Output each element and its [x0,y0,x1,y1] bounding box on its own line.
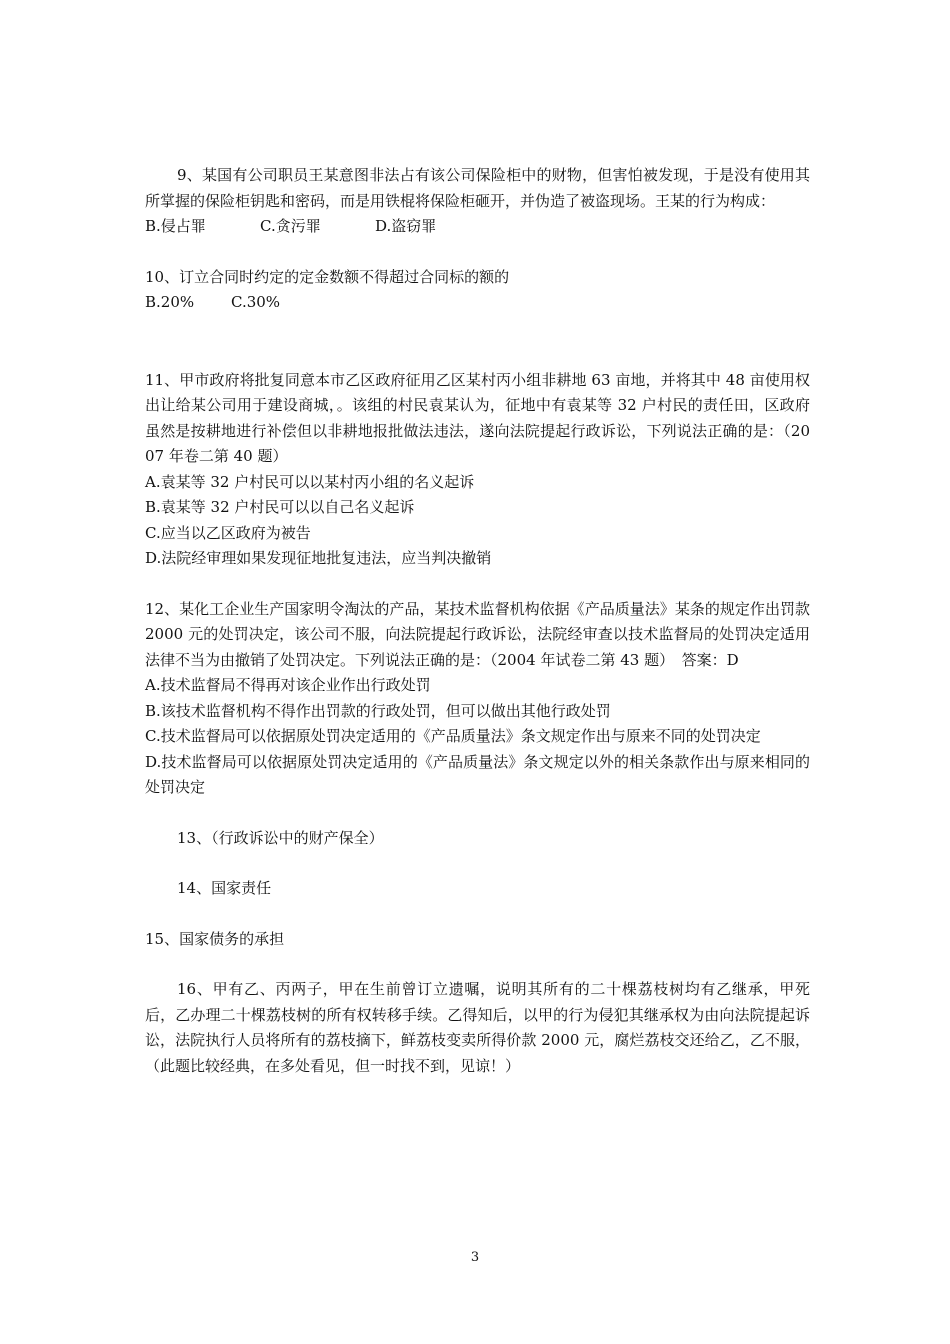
question-10-option-b: B.20% [145,293,195,311]
spacer [145,952,810,977]
question-13-text: 13、（行政诉讼中的财产保全） [177,828,384,847]
question-11-text: 11、甲市政府将批复同意本市乙区政府征用乙区某村丙小组非耕地 63 亩地，并将其中 48 亩使用权出让给某公司用于建设商城，。该组的村民袁某认为，征地中有袁某等 32 户村民的责任田，区政府虽然是按耕地进行补偿但以非耕地报批做法违法，遂向法院提起行政诉讼，下列说法正确的是：（2007 年卷二第 40 题） [145,370,810,465]
question-10-text: 10、订立合同时约定的定金数额不得超过合同标的额的 [145,267,510,286]
question-11-option-c: C.应当以乙区政府为被告 [145,523,311,542]
question-14-text: 14、国家责任 [177,879,272,897]
question-12-option-b: B.该技术监督机构不得作出罚款的行政处罚，但可以做出其他行政处罚 [145,701,611,720]
spacer [145,572,810,597]
spacer [145,851,810,876]
question-15-text: 15、国家债务的承担 [145,929,285,948]
spacer [145,902,810,927]
question-10-option-c: C.30% [231,293,281,311]
question-16-text: 16、甲有乙、丙两子，甲在生前曾订立遗嘱，说明其所有的二十棵荔枝树均有乙继承，甲死后，乙办理二十棵荔枝树的所有权转移手续。乙得知后，以甲的行为侵犯其继承权为由向法院提起诉讼，法院执行人员将所有的荔枝摘下，鲜荔枝变卖所得价款 2000 元，腐烂荔枝交还给乙，乙不服，（此题比较经典，在多处看见，但一时找不到，见谅！） [145,980,810,1075]
question-10-options [145,290,810,316]
page-content [145,163,810,1079]
question-9-option-d: D.盗窃罪 [375,217,437,235]
question-12-option-d: D.技术监督局可以依据原处罚决定适用的《产品质量法》条文规定以外的相关条款作出与原来相同的处罚决定 [145,752,810,796]
question-9-option-b: B.侵占罪 [145,217,206,235]
question-11-option-a: A.袁某等 32 户村民可以以某村丙小组的名义起诉 [145,472,475,491]
question-12-text: 12、某化工企业生产国家明令淘汰的产品，某技术监督机构依据《产品质量法》某条的规定作出罚款 2000 元的处罚决定，该公司不服，向法院提起行政诉讼，法院经审查以技术监督局的处罚决定适用法律不当为由撤销了处罚决定。下列说法正确的是：（2004 年试卷二第 43 题） 答案：D [145,599,810,669]
question-11-option-b: B.袁某等 32 户村民可以以自己名义起诉 [145,498,415,516]
question-12-option-c: C.技术监督局可以依据原处罚决定适用的《产品质量法》条文规定作出与原来不同的处罚决定 [145,727,761,745]
question-9-option-c: C.贪污罪 [260,217,321,235]
question-9-text: 9、某国有公司职员王某意图非法占有该公司保险柜中的财物，但害怕被发现，于是没有使用其所掌握的保险柜钥匙和密码，而是用铁棍将保险柜砸开，并伪造了被盗现场。王某的行为构成： [145,166,810,210]
question-12-option-a: A.技术监督局不得再对该企业作出行政处罚 [145,676,431,694]
question-9-options [145,214,810,240]
page-number: 3 [470,1250,480,1265]
question-11-option-d: D.法院经审理如果发现征地批复违法，应当判决撤销 [145,549,492,567]
spacer [145,801,810,826]
spacer [145,240,810,265]
spacer [145,316,810,368]
